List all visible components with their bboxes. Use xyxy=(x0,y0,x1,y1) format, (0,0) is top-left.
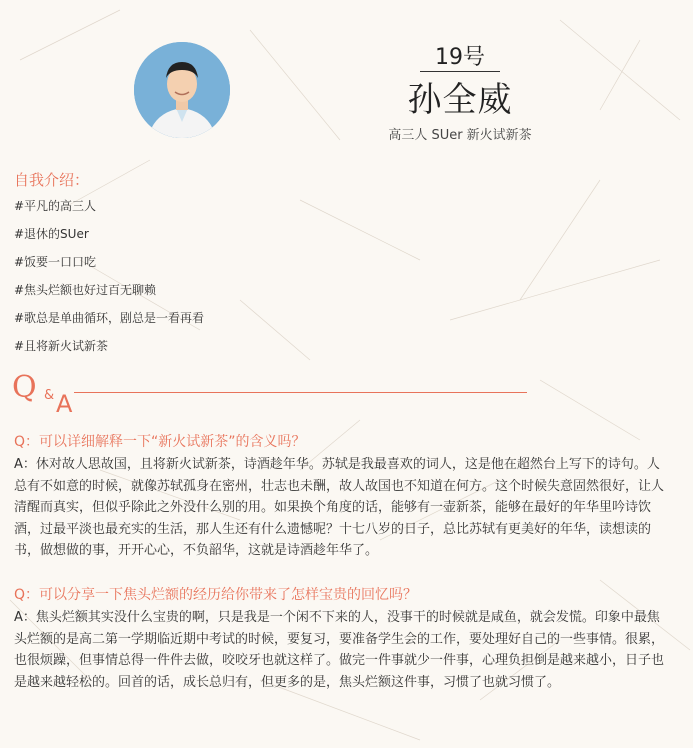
participant-subtitle: 高三人 SUer 新火试新茶 xyxy=(388,128,532,143)
answer-text: A：焦头烂额其实没什么宝贵的啊，只是我是一个闲不下来的人，没事干的时候就是咸鱼，就会发慌。印象中最焦头烂额的是高二第一学期临近期中考试的时候，要复习，要准备学生会的工作，要处理好自己的一些事情。很累，也很烦躁，但事情总得一件件去做，咬咬牙也就这样了。做完一件事就少一件事，心理负担倒是越来越小，日子也是越来越轻松的。回首的话，成长总归有，但更多的是，焦头烂额这件事，习惯了也就习惯了。 xyxy=(14,610,665,690)
question-text: Q：可以分享一下焦头烂额的经历给你带来了怎样宝贵的回忆吗？ xyxy=(14,587,418,603)
participant-number: 19号 xyxy=(435,45,485,70)
qa-logo-q: Q xyxy=(12,370,37,405)
qa-item-2 xyxy=(14,584,664,693)
intro-tag: #饭要一口口吃 xyxy=(14,255,97,269)
intro-tag: #平凡的高三人 xyxy=(14,199,97,213)
qa-divider xyxy=(74,392,527,393)
intro-tag-list xyxy=(14,197,204,365)
qa-item-1 xyxy=(14,431,664,562)
intro-tag: #歌总是单曲循环，剧总是一看再看 xyxy=(14,311,205,325)
qa-logo-a: A xyxy=(56,390,73,418)
answer-text: A：休对故人思故国，且将新火试新茶，诗酒趁年华。苏轼是我最喜欢的词人，这是他在超然台上写下的诗句。人总有不如意的时候，就像苏轼孤身在密州，壮志也未酬，故人故国也不知道在何方。这个时候失意固然很好，让人清醒而真实，但似乎除此之外没什么别的用。如果换个角度的话，能够有一壶新茶，能够在最好的年华里吟诗饮酒，过最平淡也最充实的生活，那人生还有什么遗憾呢？十七八岁的日子，总比苏轼有更美好的年华，读想读的书，做想做的事，开开心心，不负韶华，这就是诗酒趁年华了。 xyxy=(14,457,665,559)
intro-tag: #焦头烂额也好过百无聊赖 xyxy=(14,283,157,297)
avatar-portrait xyxy=(134,42,230,138)
avatar xyxy=(134,42,230,138)
intro-tag: #退休的SUer xyxy=(14,227,89,241)
question-text: Q：可以详细解释一下“新火试新茶”的含义吗？ xyxy=(14,434,306,450)
intro-tag: #且将新火试新茶 xyxy=(14,339,109,353)
qa-logo-amp: & xyxy=(44,388,55,403)
intro-title: 自我介绍： xyxy=(14,171,90,189)
participant-name: 孙全威 xyxy=(407,80,513,120)
